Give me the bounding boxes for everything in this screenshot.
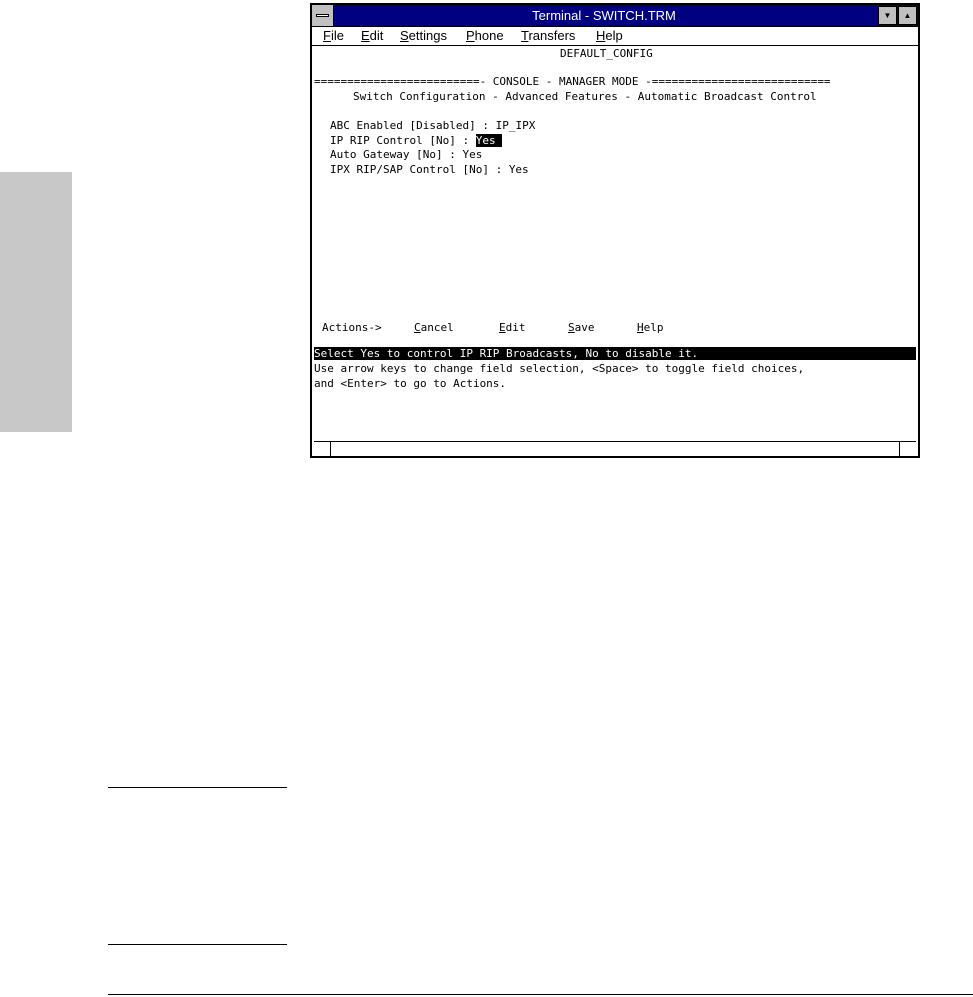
minimize-button[interactable] (878, 6, 897, 25)
system-menu-icon (316, 14, 329, 17)
field-value: IP_IPX (495, 119, 536, 132)
page-rule-bottom (108, 994, 973, 995)
menu-edit[interactable]: Edit (361, 28, 384, 43)
minimize-icon: ▼ (883, 11, 892, 20)
menu-settings[interactable]: Settings (400, 28, 447, 43)
action-edit[interactable]: Edit (499, 321, 526, 334)
menu-bar (312, 26, 918, 46)
field-value: Yes (508, 163, 529, 176)
field-ip-rip-control[interactable] (330, 134, 502, 147)
scroll-divider (330, 442, 331, 456)
menu-transfers[interactable]: Transfers (521, 28, 576, 43)
config-name: DEFAULT_CONFIG (560, 47, 653, 60)
system-menu-button[interactable] (312, 5, 334, 26)
field-label: IP RIP Control [No] : (330, 134, 476, 147)
window-title: Terminal - SWITCH.TRM (532, 8, 676, 23)
field-abc-enabled[interactable] (330, 119, 535, 132)
scroll-divider (899, 442, 900, 456)
horizontal-scrollbar[interactable] (314, 441, 916, 456)
terminal-screen[interactable] (314, 46, 916, 456)
field-value: Yes (462, 148, 483, 161)
maximize-icon: ▲ (903, 11, 912, 20)
field-ipx-rip-sap-control[interactable] (330, 163, 529, 176)
page-rule-middle (108, 944, 287, 945)
help-line-1: Use arrow keys to change field selection, <Space> to toggle field choices, (314, 362, 805, 375)
maximize-button[interactable] (898, 6, 917, 25)
menu-file[interactable]: File (323, 28, 344, 43)
title-bar (312, 5, 918, 27)
field-label: IPX RIP/SAP Control [No] : (330, 163, 509, 176)
mode-banner: =========================- CONSOLE - MANAGER MODE -=========================== (314, 75, 831, 88)
status-line: Select Yes to control IP RIP Broadcasts, No to disable it. (314, 347, 916, 360)
action-help[interactable]: Help (637, 321, 664, 334)
help-line-2: and <Enter> to go to Actions. (314, 377, 507, 390)
field-value-selected[interactable]: Yes (475, 134, 503, 147)
page-rule-top (108, 787, 287, 788)
field-label: Auto Gateway [No] : (330, 148, 463, 161)
terminal-window (310, 3, 920, 458)
screen-title: Switch Configuration - Advanced Features - Automatic Broadcast Control (353, 90, 817, 103)
actions-label: Actions-> (322, 321, 382, 334)
page-side-tab (0, 172, 72, 432)
action-save[interactable]: Save (568, 321, 595, 334)
field-label: ABC Enabled [Disabled] : (330, 119, 496, 132)
menu-help[interactable]: Help (596, 28, 623, 43)
field-auto-gateway[interactable] (330, 148, 482, 161)
menu-phone[interactable]: Phone (466, 28, 504, 43)
action-cancel[interactable]: Cancel (414, 321, 454, 334)
